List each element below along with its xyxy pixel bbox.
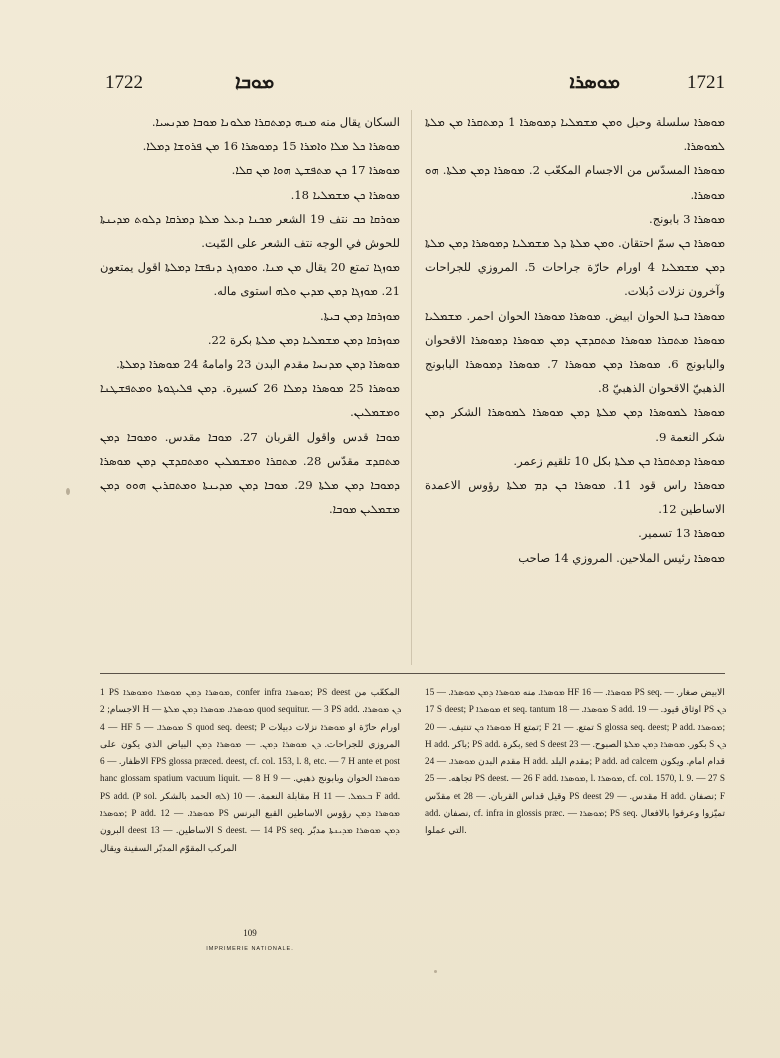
printer-imprint: IMPRIMERIE NATIONALE.	[206, 946, 294, 952]
footnote-block: 1 PS ܡܘܣܪܐ ܕܡܢ ܡܘܣܪܐ ܘܡܘܣܪܐ, confer infra ܡܘܣܪܐ; PS deest المكعّب من الاجسام; 2 H — ܡܘܣܪܐ. ܡܘܣܪܐ ܕܡܢ ܡܠܬܐ quod sequitur. — 3 PS add. ܕܢ ܡܘܣܪܐ. — 4 HF ܡܘܣܪܐ. — 5 S quod seq. deest; P اورام حارّة او ܡܘܣܪܐ نزلات دبيلات المروزي للجراحات. ܕܢ ܡܘܣܪܐ ܕܡܢ. — ܡܘܣܪܐ ܕܡܢ البياض الذي يكون على الاظفار. — 6 FPS glossa præced. deest, cf. col. 153, l. 8, etc. — 7 H ante et post hanc glossam spatium vacuum liquit. — 8 H ܡܘܣܪܐ الحوان وبابونج ذهبي. — 9 PS add. (P sol. ܠܗ الحمد بالشكر) مقابلة النعمة. — 10 H ܒܥܡܠ. — 11 F add. ܡܘܣܪܐ; P add. ܡܘܣܪܐ. — 12 PS ܡܘܣܪܐ ܕܡܢ رؤوس الاساطين القبع البرنس البرون deest الاساطين. — 13 S deest. — 14 PS seq. ܕܡܢ ܡܘܣܪܐ ܡܕܝܢܬܐ مدبّر المركب المقوّم المدبّر السفينة ويقال	[100, 687, 401, 853]
entry: ܡܘܣܪܐ 3 بابونج.	[649, 211, 725, 226]
entry: ܡܘܣܪܐ سلسلة وحبل ܘܡܢ ܡܫܡܠܝܐ ܕܡܘܣܪܐ 1 ܕܡܬܩܪܐ ܡܢ ܡܠܬܐ ܠܡܘܣܪܐ.	[425, 115, 725, 154]
column-gutter	[411, 110, 412, 665]
footnote-block: ܡܘܣܪܐ. منه ܡܘܣܪܐ ܕܡܢ ܡܘܣܪܐ. — 15 HF ܡܘܣܪܐ. — 16 PS seq. الابيض صغار. — 17 S deest; P ܡܘܣܪܐ et seq. tantum ܡܘܣܪܐ. — 18 S add. اوثاق قيود. — 19 PS ܕܢ ܡܘܣܪܐ ܟܢ تنتيف. — 20 H تمتع; F تمتع. — 21 S glossa seq. deest; P add. ܡܘܣܪܐ; H add. باكر; PS add. بكرة, sed S deest بكور. ܡܘܣܪܐ ܕܡܢ ܡܠܬܐ الصبوح. — 23 S ܕܢ مقدم البدن ܡܘܣܪܐ. — 24 H add. مقدم البلد; P add. ad calcem قدام امام. ويكون تجاهه. — 25 PS deest. — 26 F add. ܡܘܣܪܐ, l. ܡܘܣܪܐ, cf. col. 1570, l. 9. — 27 S مقدّس et وقيل قداس القربان. — 28 PS deest مقدس. — 29 H add. نصفان; F add. نصفان, cf. infra in glossis præc. — ܡܘܣܪܐ; PS seq. تميّزوا وعرفوا بالافعال التي عملوا.	[425, 687, 726, 836]
entry: ܡܘܒܐ قدس واقول القربان 27. ܡܘܒܐ مقدس. ܘܡܘܒܐ ܕܡܢ ܡܬܩܕܫ مقدّس 28. ܡܬܩܪܐ ܘܡܫܡܠܝܢ ܘܡܬܩܕܫܢ ܕܡܢ ܡܘܣܪܐ ܕܡܘܒܐ ܕܡܢ ܡܠܬܐ 29. ܡܘܒܐ ܕܡܢ ܡܕܝܢܬܐ ܘܡܬܩܪܝܢ ܗܘܘ ܕܡܢ ܡܫܡܠܝܢ ܡܘܒܐ.	[100, 429, 400, 517]
entry: ܡܘܣܪܐ رئيس الملاحين. المروزي 14 صاحب	[518, 550, 725, 565]
footnote-separator	[100, 673, 725, 674]
running-headword-left: ܡܘܒܐ	[235, 72, 275, 93]
entry: ܡܘܣܪܐ ܠܡܘܣܪܐ ܕܡܢ ܡܠܬܐ ܕܡܢ ܡܘܣܪܐ ܠܡܘܣܪܐ الشكر ܕܡܢ شكر النعمة 9.	[425, 405, 725, 444]
paper-stain	[66, 488, 70, 495]
entry: السكان يقال منه ܡܢܗ ܕܡܬܩܪܐ ܡܠܘܢܐ ܡܘܒܐ ܡܕܢܚܝܐ.	[151, 115, 400, 129]
footnotes-right	[425, 684, 725, 840]
entry: ܡܘܣܪܐ ܕܡܢ ܡܕܢܚܐ مقدم البدن 23 وامامهُ 24 ܡܘܣܪܐ ܕܡܠܬܐ.	[116, 357, 400, 372]
entry: ܡܘܙܪܩܐ ܕܡܢ ܡܫܡܠܝܐ ܕܡܢ ܡܠܬܐ بكرة 22.	[207, 332, 400, 347]
entry: ܡܘܣܪܐ ܟܠ ܡܠܐ ܘܐܡܪܐ 15 ܕܡܘܣܪܐ 16 ܡܢ ܦܪܘܫܐ ܕܡܠܐ.	[142, 139, 400, 154]
entry: ܡܘܙܪܩܐ ܕܡܢ ܒܝܬܐ.	[320, 308, 400, 323]
entry: ܡܘܣܪܐ ܒܝܬܐ الحوان ابيض. ܡܘܣܪܐ ܡܘܣܪܐ الحوان احمر. ܡܫܡܠܝܐ ܡܘܣܪܐ ܡܬܩܪܐ ܡܘܣܪܐ ܡܬܩܕܫܢ ܕܡܢ ܡܘܣܪܐ ܕܡܘܣܪܐ الاقحوان والبابونج 6. ܡܘܣܪܐ ܕܡܢ ܡܘܣܪܐ 7. ܡܘܣܪܐ ܕܡܘܣܪܐ البابونج الذهبيّ الاقحوان الذهبيّ 8.	[425, 308, 725, 396]
footnotes-left	[100, 684, 400, 857]
page-header	[105, 72, 725, 102]
page-number-left: 1722	[105, 72, 143, 93]
entry: ܡܘܣܪܐ ܕܡܬܩܪܐ ܟܢ ܡܠܬܐ بكل 10 تلقيم زعمر.	[513, 453, 725, 468]
entry: ܡܘܣܪܐ راس قود 11. ܡܘܣܪܐ ܟܢ ܕܡ ܡܠܬܐ رؤوس الاعمدة الاساطين 12.	[425, 478, 725, 517]
paper-stain	[434, 970, 437, 973]
left-text-column	[100, 110, 400, 521]
entry: ܡܘܪܩܐ ܟܒ نتف 19 الشعر ܡܟܢܐ ܕܥܠ ܡܠܬܐ ܕܡܪܩܐ ܕܠܘܬ ܡܕܝܢܬܐ للحوش في الوجه نتف الشعر على المّيت.	[100, 211, 400, 251]
entry: ܡܘܣܪܐ المسدّس من الاجسام المكعّب 2. ܡܘܣܪܐ ܕܡܢ ܡܠܬܐ. ܗܘ ܡܘܣܪܐ.	[425, 163, 726, 202]
entry: ܡܘܣܪܐ 25 ܡܘܣܪܐ ܕܡܠܐ 26 كسيرة. ܕܡܢ ܦܠܝܓܘܬܐ ܘܡܬܦܫܛܢܐ ܘܡܫܡܠܝܢ.	[100, 381, 400, 420]
entry: ܡܘܙܓܐ تمتع 20 يقال ܡܢ ܡܢܐ. ܘܡܘܙܓ ܕܢܦܫܐ ܕܡܠܬܐ اقول يمتعون 21. ܡܘܙܓܐ ܕܡܢ ܡܕܝܢ ܘܠܗ استوى ماله.	[100, 260, 400, 299]
entry: ܡܘܣܪܐ ܟܢ سمّ احتقان. ܘܡܢ ܡܠܬܐ ܕܠ ܡܫܡܠܝܐ ܕܡܘܣܪܐ ܕܡܢ ܡܠܬܐ ܕܡܢ ܡܫܡܠܝܐ 4 اورام حارّة جراحات 5. المروزي للجراحات وآخرون نزلات دُبلات.	[425, 236, 725, 299]
right-text-column	[425, 110, 725, 570]
entry: ܡܘܣܪܐ ܟܢ ܡܫܡܠܝܐ 18.	[290, 187, 400, 202]
entry: ܡܘܣܪܐ 13 تسمير.	[638, 526, 725, 541]
page-number-right: 1721	[687, 72, 725, 93]
running-headword-right: ܡܘܣܪܐ	[569, 72, 620, 93]
entry: ܡܘܣܪܐ 17 ܟܢ ܡܬܦܫܛ ܗܘܐ ܡܢ ܩܠܐ.	[231, 163, 400, 178]
signature-mark: 109	[243, 928, 257, 938]
